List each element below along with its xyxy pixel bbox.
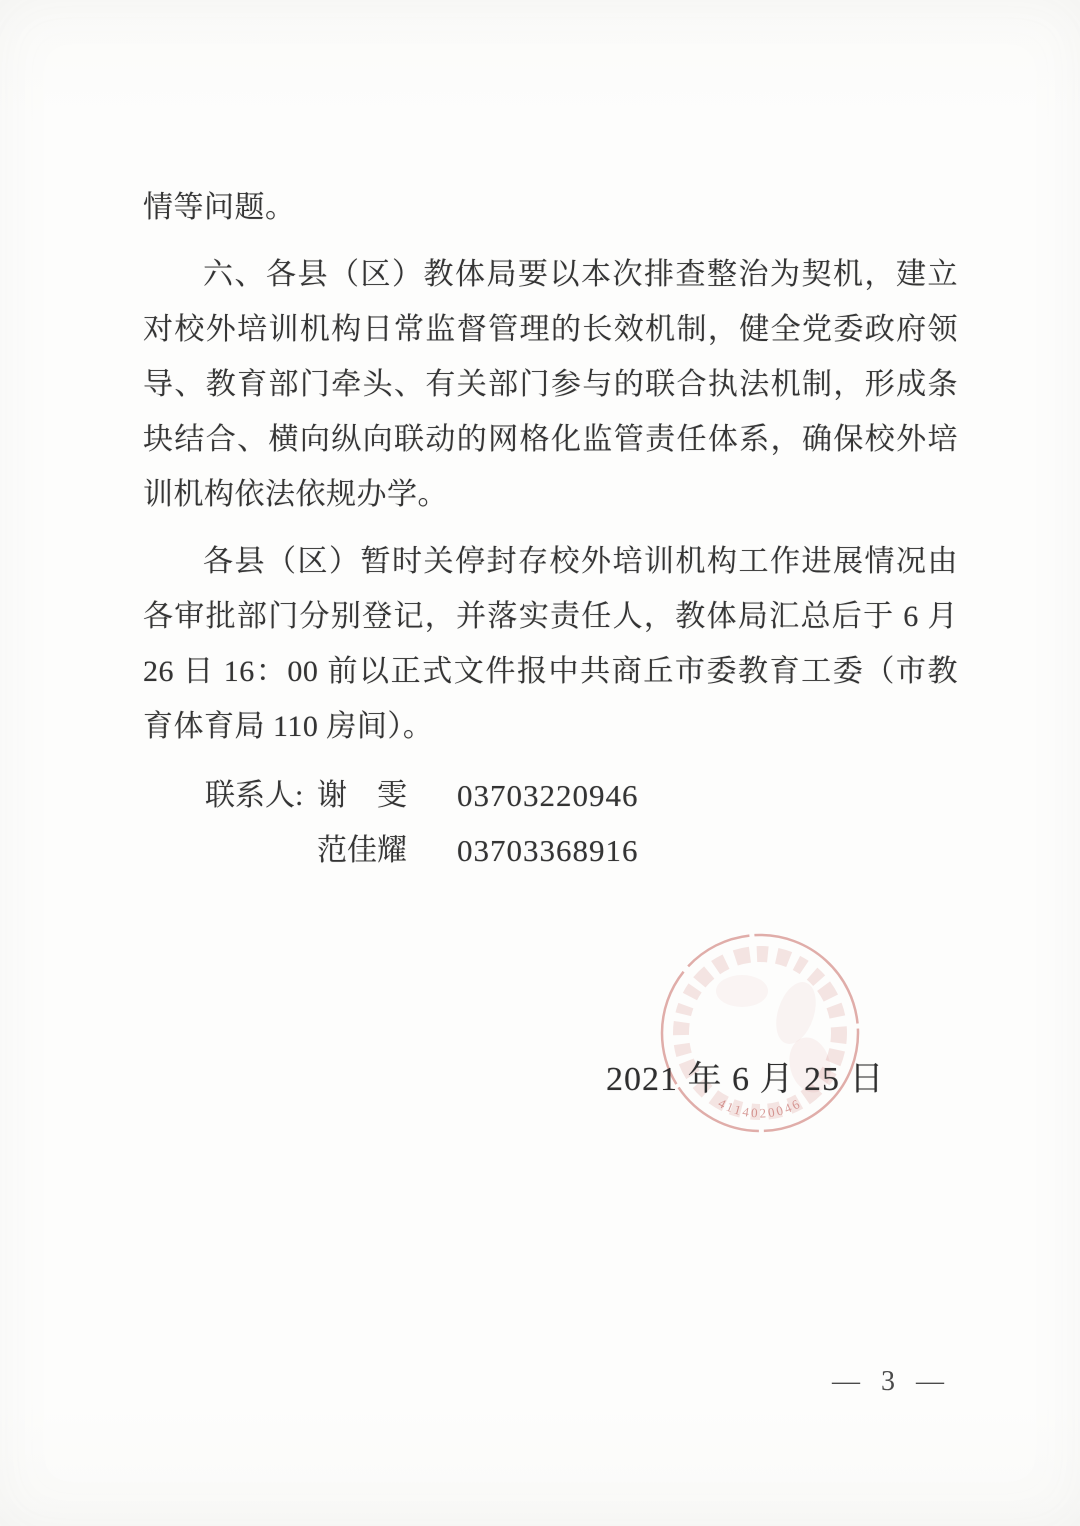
official-seal-stamp-icon <box>644 917 876 1149</box>
seal-smudge <box>769 977 823 1049</box>
contact-block <box>205 768 958 878</box>
contact-phone: 03703368916 <box>457 833 639 868</box>
seal-smudge <box>716 975 768 1007</box>
document-body <box>143 180 958 878</box>
contact-name: 范佳耀 <box>317 834 407 867</box>
paragraph-reporting-requirements: 各县（区）暂时关停封存校外培训机构工作进展情况由各审批部门分别登记，并落实责任人，教体局汇总后于 6 月 26 日 16：00 前以正式文件报中共商丘市委教育工委（市教育体育局 110 房间）。 <box>143 545 958 743</box>
seal-code: 4114020046 <box>715 1095 805 1121</box>
page-number: — 3 — <box>832 1366 946 1397</box>
paragraph-continuation: 情等问题。 <box>143 191 296 224</box>
date-line: 2021 年 6 月 25 日 <box>606 1061 885 1098</box>
contact-label: 联系人: <box>205 779 304 812</box>
paragraph-section-six: 六、各县（区）教体局要以本次排查整治为契机，建立对校外培训机构日常监督管理的长效机制，健全党委政府领导、教育部门牵头、有关部门参与的联合执法机制，形成条块结合、横向纵向联动的网格化监管责任体系，确保校外培训机构依法依规办学。 <box>143 258 958 511</box>
seal-ring <box>662 935 858 1131</box>
contact-label-spacer <box>205 823 317 878</box>
contact-phone: 03703220946 <box>457 778 639 813</box>
contact-name: 谢 雯 <box>317 779 407 812</box>
